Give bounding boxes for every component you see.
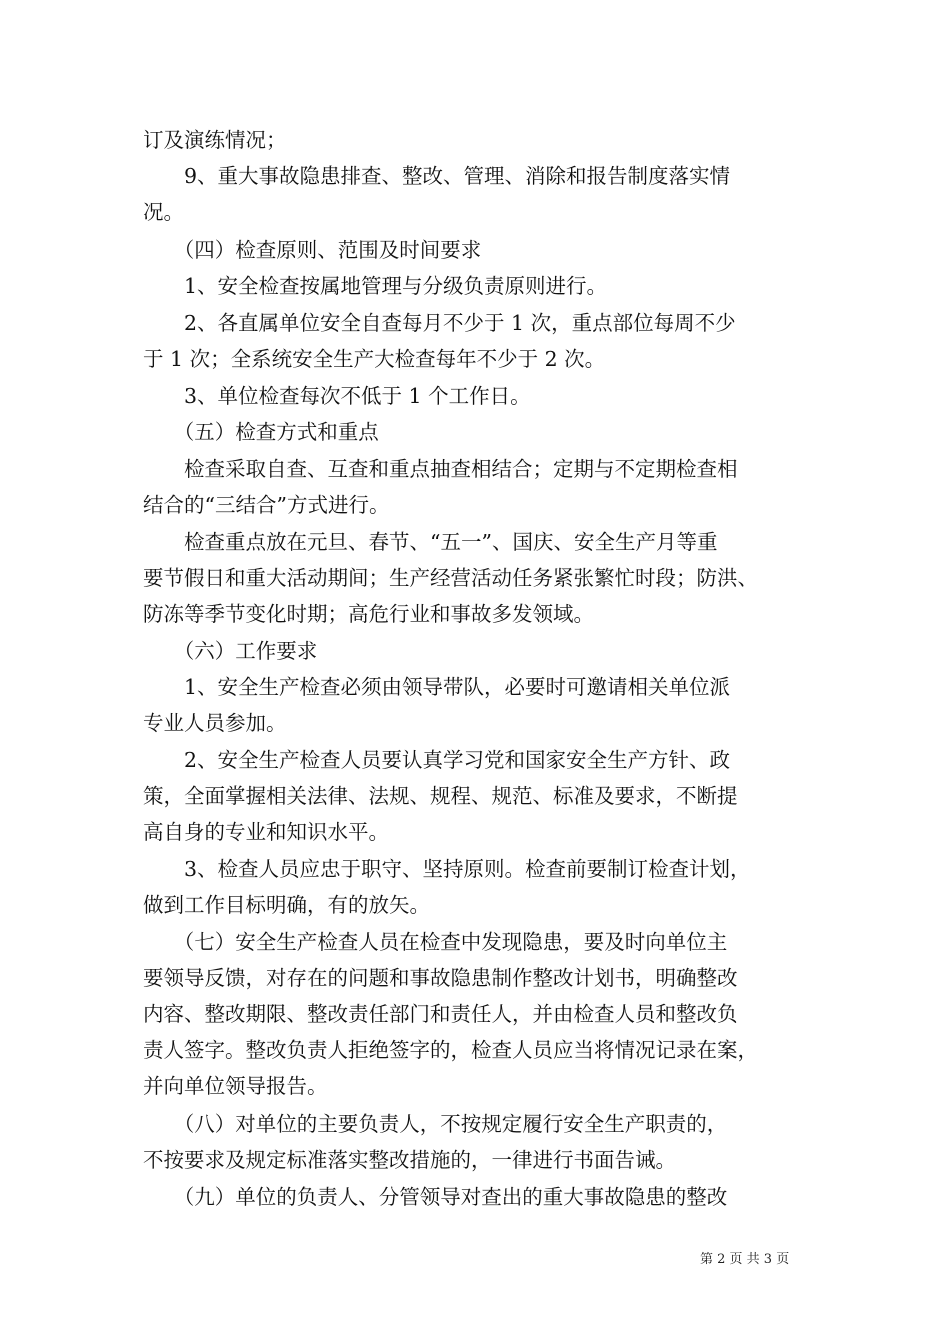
text-line: （七）安全生产检查人员在检查中发现隐患，要及时向单位主: [143, 930, 728, 954]
text-line: 1、安全检查按属地管理与分级负责原则进行。: [143, 274, 608, 298]
text-line: （四）检查原则、范围及时间要求: [143, 238, 482, 262]
text-line: 2、各直属单位安全自查每月不少于 1 次，重点部位每周不少: [143, 311, 736, 335]
text-line: 专业人员参加。: [143, 711, 287, 735]
paragraph: [143, 451, 823, 523]
paragraph: [143, 122, 823, 158]
paragraph: [143, 851, 823, 923]
paragraph: [143, 378, 823, 414]
text-line: 3、检查人员应忠于职守、坚持原则。检查前要制订检查计划，: [143, 857, 751, 881]
text-line: （六）工作要求: [143, 639, 318, 663]
text-line: 做到工作目标明确，有的放矢。: [143, 893, 430, 917]
text-line: 要节假日和重大活动期间；生产经营活动任务紧张繁忙时段；防洪、: [143, 566, 758, 590]
text-line: （五）检查方式和重点: [143, 420, 379, 444]
paragraph: [143, 1179, 823, 1215]
text-line: 不按要求及规定标准落实整改措施的，一律进行书面告诫。: [143, 1148, 676, 1172]
paragraph: [143, 305, 823, 377]
paragraph: [143, 742, 823, 850]
text-line: 3、单位检查每次不低于 1 个工作日。: [143, 384, 531, 408]
text-line: 9、重大事故隐患排查、整改、管理、消除和报告制度落实情: [143, 164, 731, 188]
paragraph: [143, 1106, 823, 1178]
text-line: 于 1 次；全系统安全生产大检查每年不少于 2 次。: [143, 347, 606, 371]
text-line: （九）单位的负责人、分管领导对查出的重大事故隐患的整改: [143, 1185, 728, 1209]
text-line: 结合的“三结合”方式进行。: [143, 493, 390, 517]
text-line: 并向单位领导报告。: [143, 1074, 328, 1098]
paragraph: [143, 924, 823, 1104]
paragraph: [143, 524, 823, 632]
text-line: 况。: [143, 200, 184, 224]
paragraph: [143, 158, 823, 230]
text-line: 高自身的专业和知识水平。: [143, 820, 389, 844]
text-line: 1、安全生产检查必须由领导带队，必要时可邀请相关单位派: [143, 675, 731, 699]
page-footer: 第 2 页 共 3 页: [700, 1252, 790, 1267]
text-line: 内容、整改期限、整改责任部门和责任人，并由检查人员和整改负: [143, 1002, 738, 1026]
paragraph: [143, 669, 823, 741]
text-line: 责人签字。整改负责人拒绝签字的，检查人员应当将情况记录在案，: [143, 1038, 758, 1062]
text-line: （八）对单位的主要负责人，不按规定履行安全生产职责的，: [143, 1112, 728, 1136]
text-line: 订及演练情况；: [143, 128, 287, 152]
text-line: 防冻等季节变化时期；高危行业和事故多发领域。: [143, 602, 594, 626]
paragraph: [143, 232, 823, 268]
paragraph: [143, 414, 823, 450]
text-line: 检查采取自查、互查和重点抽查相结合；定期与不定期检查相: [143, 457, 738, 481]
paragraph: [143, 268, 823, 304]
text-line: 检查重点放在元旦、春节、“五一”、国庆、安全生产月等重: [143, 530, 718, 554]
text-line: 要领导反馈，对存在的问题和事故隐患制作整改计划书，明确整改: [143, 966, 738, 990]
paragraph: [143, 633, 823, 669]
text-line: 策，全面掌握相关法律、法规、规程、规范、标准及要求，不断提: [143, 784, 738, 808]
text-line: 2、安全生产检查人员要认真学习党和国家安全生产方针、政: [143, 748, 731, 772]
